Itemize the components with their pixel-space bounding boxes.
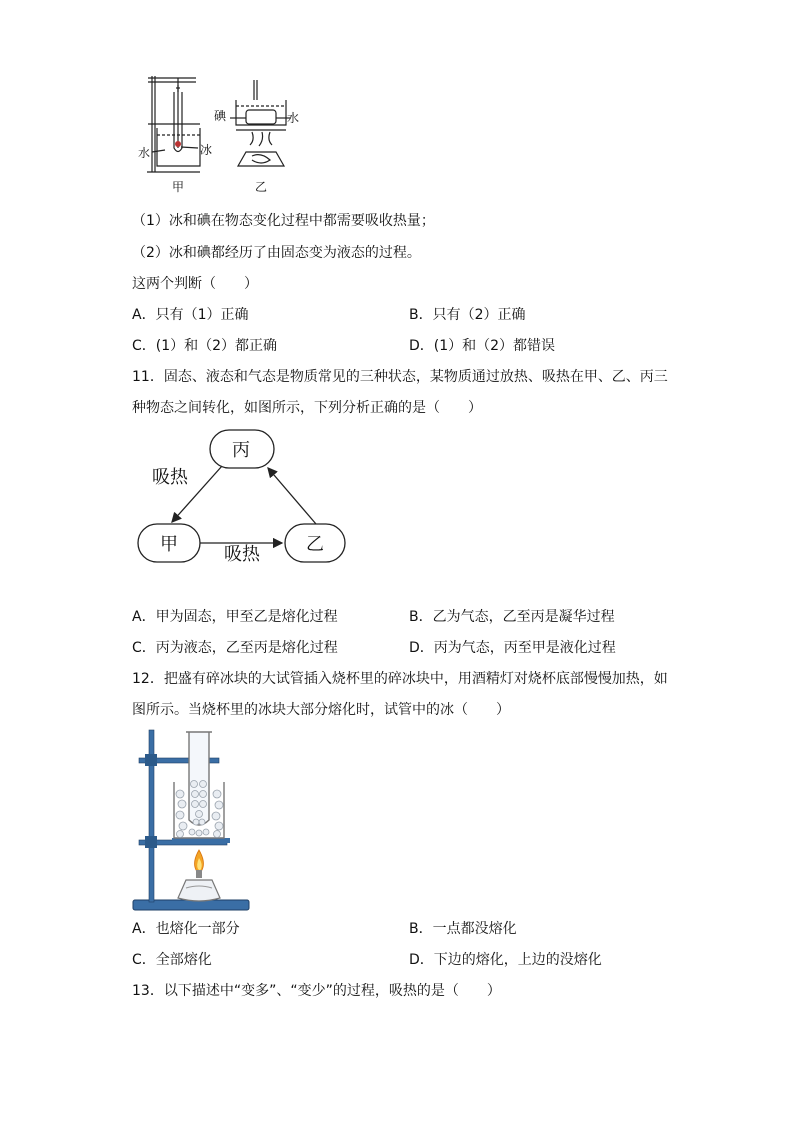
q10-option-b: B．只有（2）正确 [409,307,526,323]
q11-stem-line1: 11．固态、液态和气态是物质常见的三种状态，某物质通过放热、吸热在甲、乙、丙三 [132,369,668,385]
figure-ice-iodine-apparatus [0,0,794,200]
q10-prompt: 这两个判断（ ） [132,276,258,292]
label-ice: 冰 [200,143,213,157]
q12-stem-line1: 12．把盛有碎冰块的大试管插入烧杯里的碎冰块中，用酒精灯对烧杯底部慢慢加热，如 [132,671,668,687]
q12-option-a: A．也熔化一部分 [132,921,240,937]
q11-stem-line2: 种物态之间转化，如图所示，下列分析正确的是（ ） [132,400,482,416]
q10-option-d: D．(1）和（2）都错误 [409,338,556,354]
q12-option-c: C．全部熔化 [132,952,212,968]
label-iodine: 碘 [214,109,227,123]
diagram-label-bottom: 吸热 [224,544,260,565]
q10-option-a: A．只有（1）正确 [132,307,249,323]
diagram-label-left: 吸热 [152,467,188,488]
caption-jia: 甲 [172,180,185,194]
state-transition-diagram [0,420,794,590]
q11-option-c: C．丙为液态，乙至丙是熔化过程 [132,640,338,656]
label-water-left: 水 [138,146,151,160]
label-water-right: 水 [287,111,300,125]
q10-statement-2: （2）冰和碘都经历了由固态变为液态的过程。 [132,245,421,261]
q13-stem-line1: 13．以下描述中“变多”、“变少”的过程，吸热的是（ ） [132,983,501,999]
q11-option-a: A．甲为固态，甲至乙是熔化过程 [132,609,338,625]
q12-option-b: B．一点都没熔化 [409,921,517,937]
q10-option-c: C．(1）和（2）都正确 [132,338,278,354]
diagram-node-top: 丙 [232,440,250,461]
q12-stem-line2: 图所示。当烧杯里的冰块大部分熔化时，试管中的冰（ ） [132,702,510,718]
q11-option-b: B．乙为气态，乙至丙是凝华过程 [409,609,615,625]
diagram-node-right: 乙 [306,534,324,555]
figure-heating-ice-apparatus [0,722,794,922]
q12-option-d: D．下边的熔化，上边的没熔化 [409,952,602,968]
diagram-node-left: 甲 [160,534,178,555]
arrow-yi-to-bing [268,468,316,524]
caption-yi: 乙 [255,180,268,194]
q10-statement-1: （1）冰和碘在物态变化过程中都需要吸收热量； [132,213,435,229]
q11-option-d: D．丙为气态，丙至甲是液化过程 [409,640,616,656]
